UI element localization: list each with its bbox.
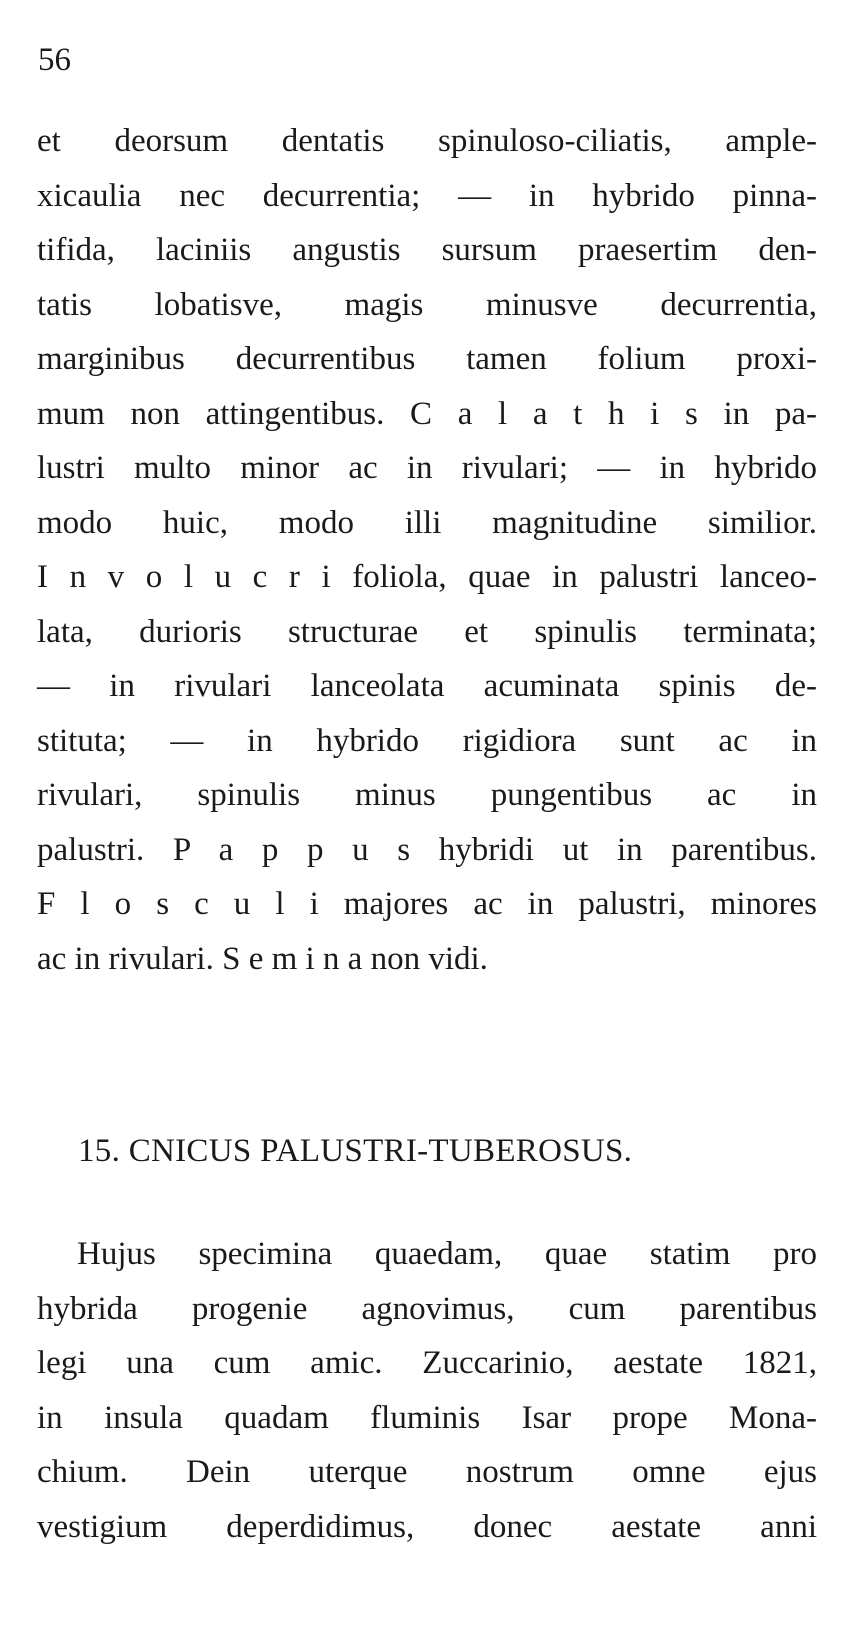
paragraph-1	[37, 114, 817, 986]
page-number: 56	[38, 42, 71, 78]
text-line: xicaulia nec decurrentia; — in hybrido pinna-	[37, 177, 817, 214]
text-line: F l o s c u l i majores ac in palustri, minores	[37, 886, 817, 922]
text-line: chium. Dein uterque nostrum omne ejus	[37, 1454, 817, 1490]
text-line: rivulari, spinulis minus pungentibus ac in	[37, 777, 817, 813]
text-line: tatis lobatisve, magis minusve decurrentia,	[37, 286, 817, 323]
text-line: legi una cum amic. Zuccarinio, aestate 1821,	[37, 1345, 817, 1381]
text-line: ac in rivulari. S e m i n a non vidi.	[37, 940, 488, 977]
paragraph-2	[37, 1227, 817, 1554]
text-line: lata, durioris structurae et spinulis terminata;	[37, 613, 817, 650]
text-line: vestigium deperdidimus, donec aestate anni	[37, 1508, 817, 1545]
section-heading: 15. CNICUS PALUSTRI-TUBEROSUS.	[78, 1133, 633, 1169]
text-line: modo huic, modo illi magnitudine similior.	[37, 504, 817, 541]
text-line: I n v o l u c r i foliola, quae in palustri lanceo-	[37, 559, 817, 595]
text-line: et deorsum dentatis spinuloso-ciliatis, ample-	[37, 123, 817, 159]
text-line: mum non attingentibus. C a l a t h i s in pa-	[37, 395, 817, 432]
text-line: marginibus decurrentibus tamen folium proxi-	[37, 341, 817, 377]
text-line: in insula quadam fluminis Isar prope Mona-	[37, 1399, 817, 1436]
text-line: tifida, laciniis angustis sursum praesertim den-	[37, 232, 817, 268]
text-line: palustri. P a p p u s hybridi ut in parentibus.	[37, 831, 817, 868]
text-line: lustri multo minor ac in rivulari; — in hybrido	[37, 450, 817, 486]
text-line: hybrida progenie agnovimus, cum parentibus	[37, 1290, 817, 1327]
text-line: — in rivulari lanceolata acuminata spinis de-	[37, 668, 817, 704]
text-line: stituta; — in hybrido rigidiora sunt ac in	[37, 722, 817, 759]
text-line: Hujus specimina quaedam, quae statim pro	[77, 1236, 817, 1272]
